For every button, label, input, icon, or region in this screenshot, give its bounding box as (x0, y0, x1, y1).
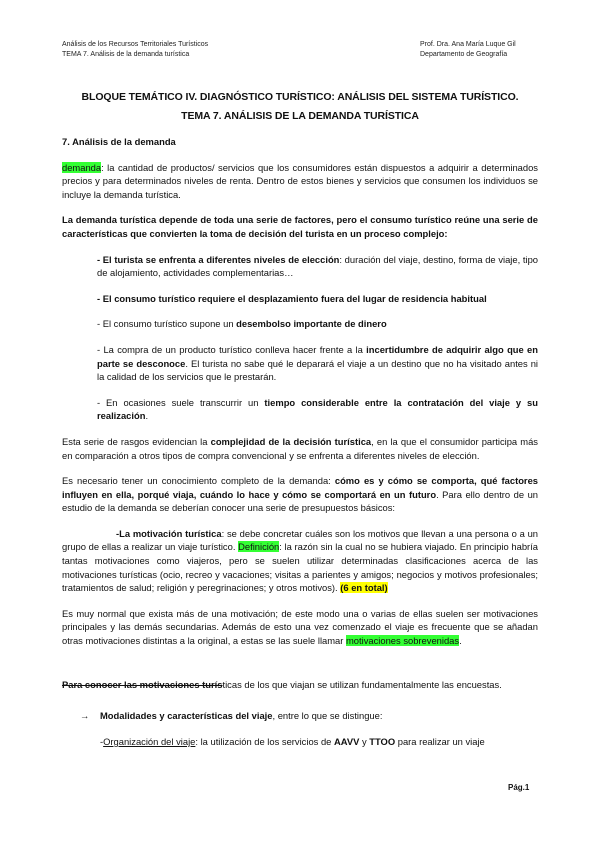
paragraph-motivaciones-sobrevenidas: Es muy normal que exista más de una motivación; de este modo una o varias de ellas suelen ser motivaciones principales y las demás secundarias. Además de esto una vez comenzado el viaje es frecuente que se añadan otras motivaciones distintas a la original, a estas se las suele llamar motivaciones sobrevenidas. (62, 607, 538, 647)
bullet-tiempo: - En ocasiones suele transcurrir un tiempo considerable entre la contratación del viaje y su realización. (97, 396, 538, 422)
paragraph-encuestas: Para conocer las motivaciones turísticas de los que viajan se utilizan fundamentalmente las encuestas. (62, 678, 502, 690)
paragraph-demanda: demanda: la cantidad de productos/ servicios que los consumidores están dispuestos a adquirir a determinados precios y para determinados niveles de renta. Dentro de estos bienes y servicios que consumen los individuos se incluye la demanda turística. (62, 161, 538, 200)
course-title: Análisis de los Recursos Territoriales Turísticos (62, 41, 209, 48)
block-title: BLOQUE TEMÁTICO IV. DIAGNÓSTICO TURÍSTICO: ANÁLISIS DEL SISTEMA TURÍSTICO. (81, 91, 519, 103)
arrow-right-icon: → (80, 710, 90, 722)
paragraph-organizacion: -Organización del viaje: la utilización de los servicios de AAVV y TTOO para realizar un viaje (100, 735, 485, 747)
professor-name: Prof. Dra. Ana María Luque Gil (420, 41, 516, 48)
highlight-sobrevenidas: motivaciones sobrevenidas (346, 635, 460, 647)
topic-title: TEMA 7. Análisis de la demanda turística (62, 51, 190, 58)
tema-title: TEMA 7. ANÁLISIS DE LA DEMANDA TURÍSTICA (181, 110, 419, 122)
department-name: Departamento de Geografía (420, 51, 508, 58)
highlight-total: (6 en total) (340, 582, 388, 594)
paragraph-modalidades: → Modalidades y características del viaje, entre lo que se distingue: (80, 710, 383, 722)
paragraph-motivacion: -La motivación turística: se debe concretar cuáles son los motivos que llevan a una persona o a un grupo de ellas a realizar un viaje turístico. Definición: la razón sin la cual no se hubiera viajado. En principio habría tantas motivaciones como viajeros, pero se suelen utilizar determinadas clasificaciones acerca de las motivaciones turísticas (ocio, recreo y vacaciones; visitas a parientes y amigos; negocios y motivos profesionales; tratamientos de salud; religión y peregrinaciones; y otros motivos). (6 en total) (62, 527, 538, 594)
header-left (62, 40, 208, 60)
paragraph-conocimiento: Es necesario tener un conocimiento completo de la demanda: cómo es y cómo se comporta, qué factores influyen en ella, porqué viaja, cuándo lo hace y cómo se comportará en un futuro. Para ello dentro de un estudio de la demanda se deberían conocer una serie de presupuestos básicos: (62, 475, 538, 514)
section-heading: 7. Análisis de la demanda (62, 136, 176, 147)
document-body (62, 135, 538, 748)
highlight-demanda: demanda (62, 161, 102, 173)
header-right (420, 40, 516, 60)
bullet-desembolso: - El consumo turístico supone un desembolso importante de dinero (97, 318, 387, 330)
bullet-niveles-eleccion: - El turista se enfrenta a diferentes niveles de elección: duración del viaje, destino, forma de viaje, tipo de alojamiento, actividades complementarias… (97, 253, 539, 279)
bullet-incertidumbre: - La compra de un producto turístico conlleva hacer frente a la incertidumbre de adquirir algo que en parte se desconoce. El turista no sabe qué le deparará el viaje a un destino que no ha visitado antes ni la calidad de los servicios que le prestarán. (97, 343, 539, 383)
paragraph-factores: La demanda turística depende de toda una serie de factores, pero el consumo turístico reúne una serie de características que convierten la toma de decisión del turista en un proceso complejo: (62, 214, 538, 239)
bullet-desplazamiento: - El consumo turístico requiere el desplazamiento fuera del lugar de residencia habitual (97, 292, 487, 304)
paragraph-complejidad: Esta serie de rasgos evidencian la complejidad de la decisión turística, en la que el consumidor participa más en comparación a otros tipos de compra convencional y se enfrenta a diferentes niveles de elección. (62, 435, 538, 461)
page-number: Pág.1 (508, 783, 530, 792)
highlight-definicion: Definición (238, 541, 280, 553)
